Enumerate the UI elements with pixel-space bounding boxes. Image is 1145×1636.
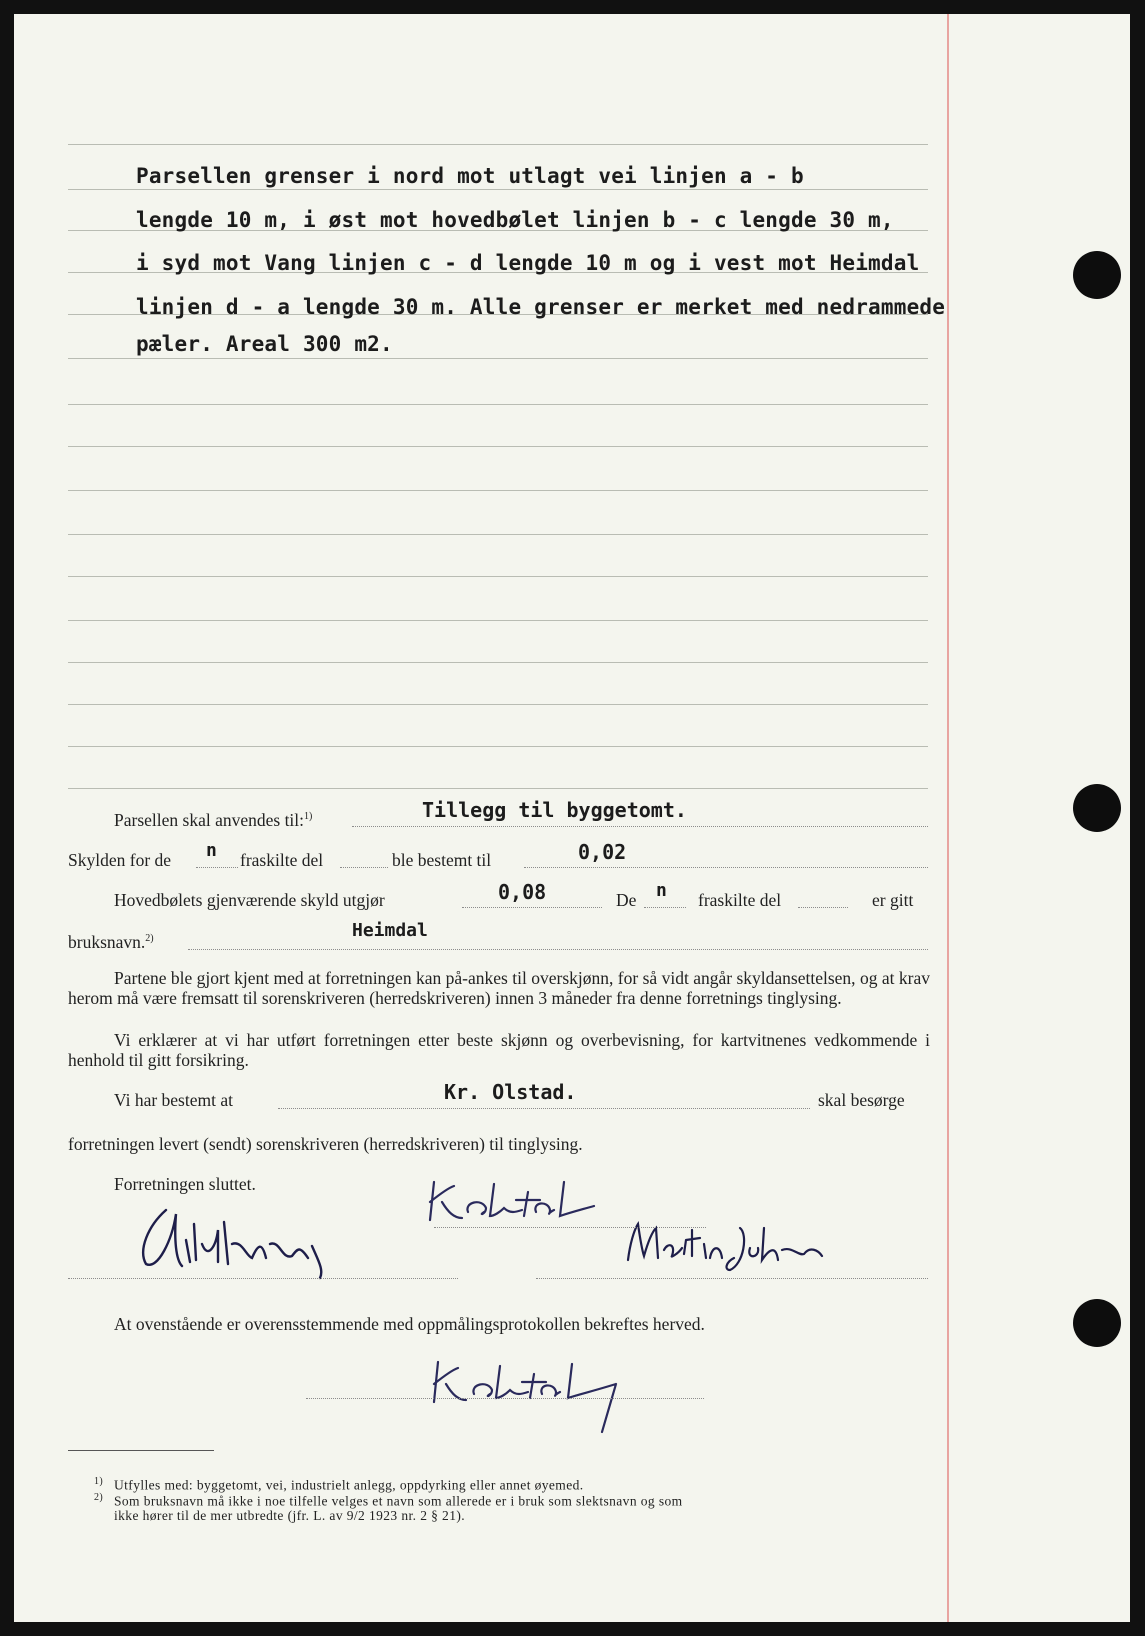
description-line-1: Parsellen grenser i nord mot utlagt vei linjen a - b	[136, 164, 804, 188]
usage-label: Parsellen skal anvendes til:$^{1)}$	[114, 810, 313, 830]
delivery-line: forretningen levert (sendt) sorenskriveren (herredskriveren) til tinglysing.	[68, 1134, 583, 1154]
description-line-4: linjen d - a lengde 30 m. Alle grenser er merket med nedrammede	[136, 295, 946, 319]
dotline	[798, 907, 848, 908]
red-margin-line	[947, 14, 949, 1622]
dotline	[278, 1108, 810, 1109]
dotline	[196, 867, 238, 868]
skyld-n-value: n	[206, 840, 217, 861]
hovedbol-label-c: fraskilte del	[698, 890, 782, 910]
dotline	[68, 1278, 458, 1279]
punch-hole	[1073, 784, 1121, 832]
paragraph-declaration: Vi erklærer at vi har utført forretningen etter beste skjønn og overbevisning, for kartvitnenes vedkommende i henhold til gitt forsikring.	[68, 1030, 930, 1070]
document-page	[14, 14, 1130, 1622]
bruksnavn-label: bruksnavn.$^{2)}$	[68, 932, 154, 952]
confirmation-text: At ovenstående er overensstemmende med oppmålingsprotokollen bekreftes herved.	[114, 1314, 705, 1334]
skyld-value: 0,02	[578, 840, 627, 864]
dotline	[434, 1227, 706, 1228]
usage-dotline	[352, 826, 928, 827]
responsible-label-a: Vi har bestemt at	[114, 1090, 233, 1110]
signature-kristiansen	[132, 1200, 342, 1280]
hovedbol-label-a: Hovedbølets gjenværende skyld utgjør	[114, 890, 385, 910]
hovedbol-value: 0,08	[498, 880, 547, 904]
footnote-2-continued: ikke hører til de mer utbredte (jfr. L. av 9/2 1923 nr. 2 § 21).	[114, 1508, 466, 1523]
description-line-3: i syd mot Vang linjen c - d lengde 10 m og i vest mot Heimdal	[136, 251, 920, 275]
dotline	[644, 907, 686, 908]
dotline	[188, 949, 928, 950]
description-line-5: pæler. Areal 300 m2.	[136, 332, 393, 356]
footnote-separator	[68, 1450, 214, 1451]
dotline	[306, 1398, 704, 1399]
footnote-2: 2) Som bruksnavn må ikke i noe tilfelle velges et navn som allerede er i bruk som slektsnavn og som	[94, 1492, 683, 1509]
dotline	[462, 907, 602, 908]
bruksnavn-value: Heimdal	[352, 920, 428, 941]
punch-hole	[1073, 251, 1121, 299]
closing-text: Forretningen sluttet.	[114, 1174, 256, 1194]
description-line-2: lengde 10 m, i øst mot hovedbølet linjen b - c lengde 30 m,	[136, 208, 894, 232]
signature-olstad-1	[424, 1172, 624, 1232]
hovedbol-label-b: De	[616, 890, 637, 910]
skyld-label-b: fraskilte del	[240, 850, 324, 870]
signature-martin-johnsen	[622, 1214, 832, 1274]
usage-value: Tillegg til byggetomt.	[422, 798, 687, 822]
dotline	[524, 867, 928, 868]
dotline	[536, 1278, 928, 1279]
hovedbol-n-value: n	[656, 880, 667, 901]
skyld-label-c: ble bestemt til	[392, 850, 492, 870]
skyld-label-a: Skylden for de	[68, 850, 172, 870]
responsible-value: Kr. Olstad.	[444, 1080, 577, 1104]
signature-olstad-2	[426, 1352, 646, 1436]
responsible-label-b: skal besørge	[818, 1090, 905, 1110]
footnote-1: 1) Utfylles med: byggetomt, vei, industrielt anlegg, oppdyrking eller annet øyemed.	[94, 1476, 584, 1493]
hovedbol-label-d: er gitt	[872, 890, 914, 910]
paragraph-appeal: Partene ble gjort kjent med at forretningen kan på-ankes til overskjønn, for så vidt angår skyldansettelsen, og at krav herom må være fremsatt til sorenskriveren (herredskriveren) innen 3 måneder fra denne forretnings tinglysing.	[68, 968, 930, 1008]
dotline	[340, 867, 388, 868]
punch-hole	[1073, 1299, 1121, 1347]
